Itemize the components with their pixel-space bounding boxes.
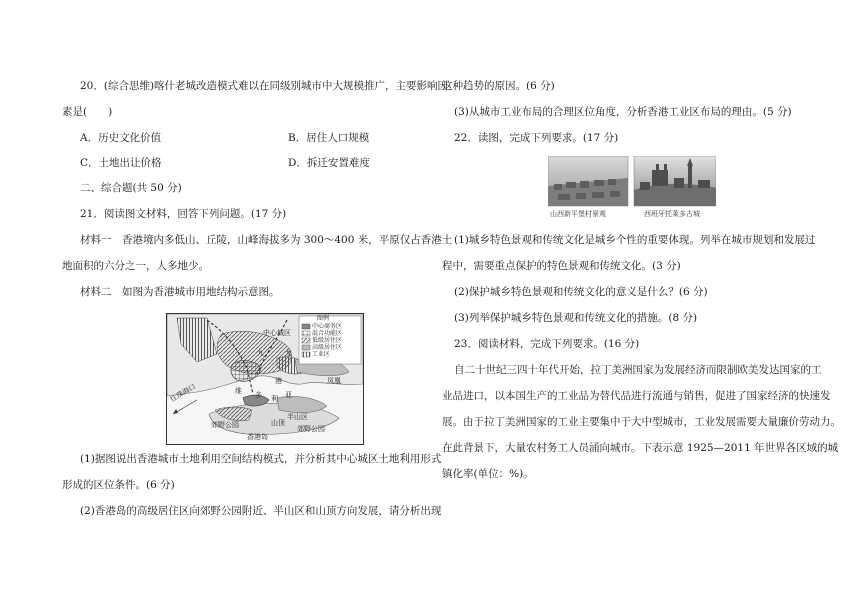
label-kowloon-2: 龙 bbox=[285, 349, 292, 357]
q21-2-line1: (2)香港岛的高级居住区向郊野公园附近、半山区和山顶方向发展，请分析出现 bbox=[80, 505, 442, 517]
label-central-district: 中心城区 bbox=[263, 329, 291, 337]
label-peak: 山顶 bbox=[271, 419, 285, 427]
legend-cbd: 中心商务区 bbox=[312, 323, 343, 330]
label-harbour-3: 利 bbox=[271, 395, 278, 403]
q23-paragraph-line2: 业品进口，以本国生产的工业品为替代品进行流通与销售，促进了国家经济的快速发 bbox=[442, 390, 831, 402]
material1-line2: 地面积的六分之一，人多地少。 bbox=[62, 260, 209, 272]
q22-intro: 22．读图，完成下列要求。(17 分) bbox=[454, 132, 619, 144]
label-hong-kong-island: 香港岛 bbox=[247, 433, 268, 441]
photos-svg bbox=[548, 156, 716, 214]
label-harbour-1: 维 bbox=[235, 387, 242, 395]
label-to-zhuhai: 往珠海口 bbox=[168, 382, 198, 404]
label-country-park-2: 郊野公园 bbox=[297, 425, 325, 433]
legend-low-residential: 低级居住区 bbox=[312, 337, 343, 344]
q23-intro: 23．阅读材料，完成下列要求。(16 分) bbox=[454, 338, 640, 350]
q20-option-c[interactable]: C．土地出让价格 bbox=[80, 157, 162, 169]
q23-paragraph-line5: 镇化率(单位：%)。 bbox=[442, 468, 534, 480]
material1-line1: 材料一 香港境内多低山、丘陵，山峰海拔多为 300～400 米，平原仅占香港土 bbox=[80, 234, 453, 246]
q23-paragraph-line3: 展。由于拉丁美洲国家的工业主要集中于大中型城市，工业发展需要大量廉价劳动力。 bbox=[442, 416, 841, 428]
photo-caption-shanxi: 山西新平堡村景观 bbox=[550, 210, 606, 218]
label-country-park-1: 郊野公园 bbox=[211, 421, 239, 429]
label-mid-levels: 半山区 bbox=[287, 413, 308, 421]
q20-option-b[interactable]: B．居住人口规模 bbox=[288, 132, 370, 144]
legend-mixed: 混合功能区 bbox=[312, 330, 343, 337]
label-fenghuang: 凤凰 bbox=[327, 377, 341, 385]
legend-industrial: 工业区 bbox=[312, 351, 331, 358]
q21-3: (3)从城市工业布局的合理区位角度，分析香港工业区布局的理由。(5 分) bbox=[454, 106, 792, 118]
q21-intro: 21．阅读图文材料，回答下列问题。(17 分) bbox=[80, 208, 287, 220]
q23-paragraph-line1: 自二十世纪三四十年代开始，拉丁美洲国家为发展经济而限制欧美发达国家的工 bbox=[454, 364, 822, 376]
q20-option-d[interactable]: D．拆迁安置难度 bbox=[288, 157, 370, 169]
label-harbour-4: 亚 bbox=[285, 391, 292, 399]
legend-high-residential: 高级居住区 bbox=[312, 344, 343, 351]
material2-line: 材料二 如图为香港城市用地结构示意图。 bbox=[80, 286, 280, 298]
q23-paragraph-line4: 在此背景下，大量农村务工人员涌向城市。下表示意 1925—2011 年世界各区域的城 bbox=[442, 442, 839, 454]
section-2-heading: 二、综合题(共 50 分) bbox=[80, 182, 182, 194]
q22-1-line1: (1)城乡特色景观和传统文化是城乡个性的重要体现。列举在城市规划和发展过 bbox=[454, 234, 816, 246]
q20-option-a[interactable]: A．历史文化价值 bbox=[80, 132, 162, 144]
hong-kong-land-use-map bbox=[166, 313, 364, 445]
map-legend-title: 图例 bbox=[317, 315, 330, 322]
photo-caption-toledo: 西班牙托莱多古城 bbox=[644, 210, 700, 218]
q22-2: (2)保护城乡特色景观和传统文化的意义是什么？(6 分) bbox=[454, 286, 708, 298]
label-harbour-5: 港 bbox=[275, 377, 282, 385]
q22-1-line2: 程中，需要重点保护的特色景观和传统文化。(3 分) bbox=[442, 260, 681, 272]
q21-2-line2: 这种趋势的原因。(6 分) bbox=[442, 80, 555, 92]
q21-1-line2: 形成的区位条件。(6 分) bbox=[62, 479, 175, 491]
q20-line1: 20．(综合思维)喀什老城改造模式难以在同级别城市中大规模推广，主要影响因 bbox=[80, 80, 449, 92]
landscape-photos bbox=[548, 156, 716, 222]
q20-line2: 素是( ) bbox=[62, 106, 113, 118]
q21-1-line1: (1)据图说出香港城市土地利用空间结构模式，并分析其中心城区土地利用形式 bbox=[80, 453, 442, 465]
label-kowloon-1: 九 bbox=[257, 349, 264, 357]
label-harbour-2: 多 bbox=[255, 391, 262, 399]
q22-3: (3)列举保护城乡特色景观和传统文化的措施。(8 分) bbox=[454, 312, 698, 324]
